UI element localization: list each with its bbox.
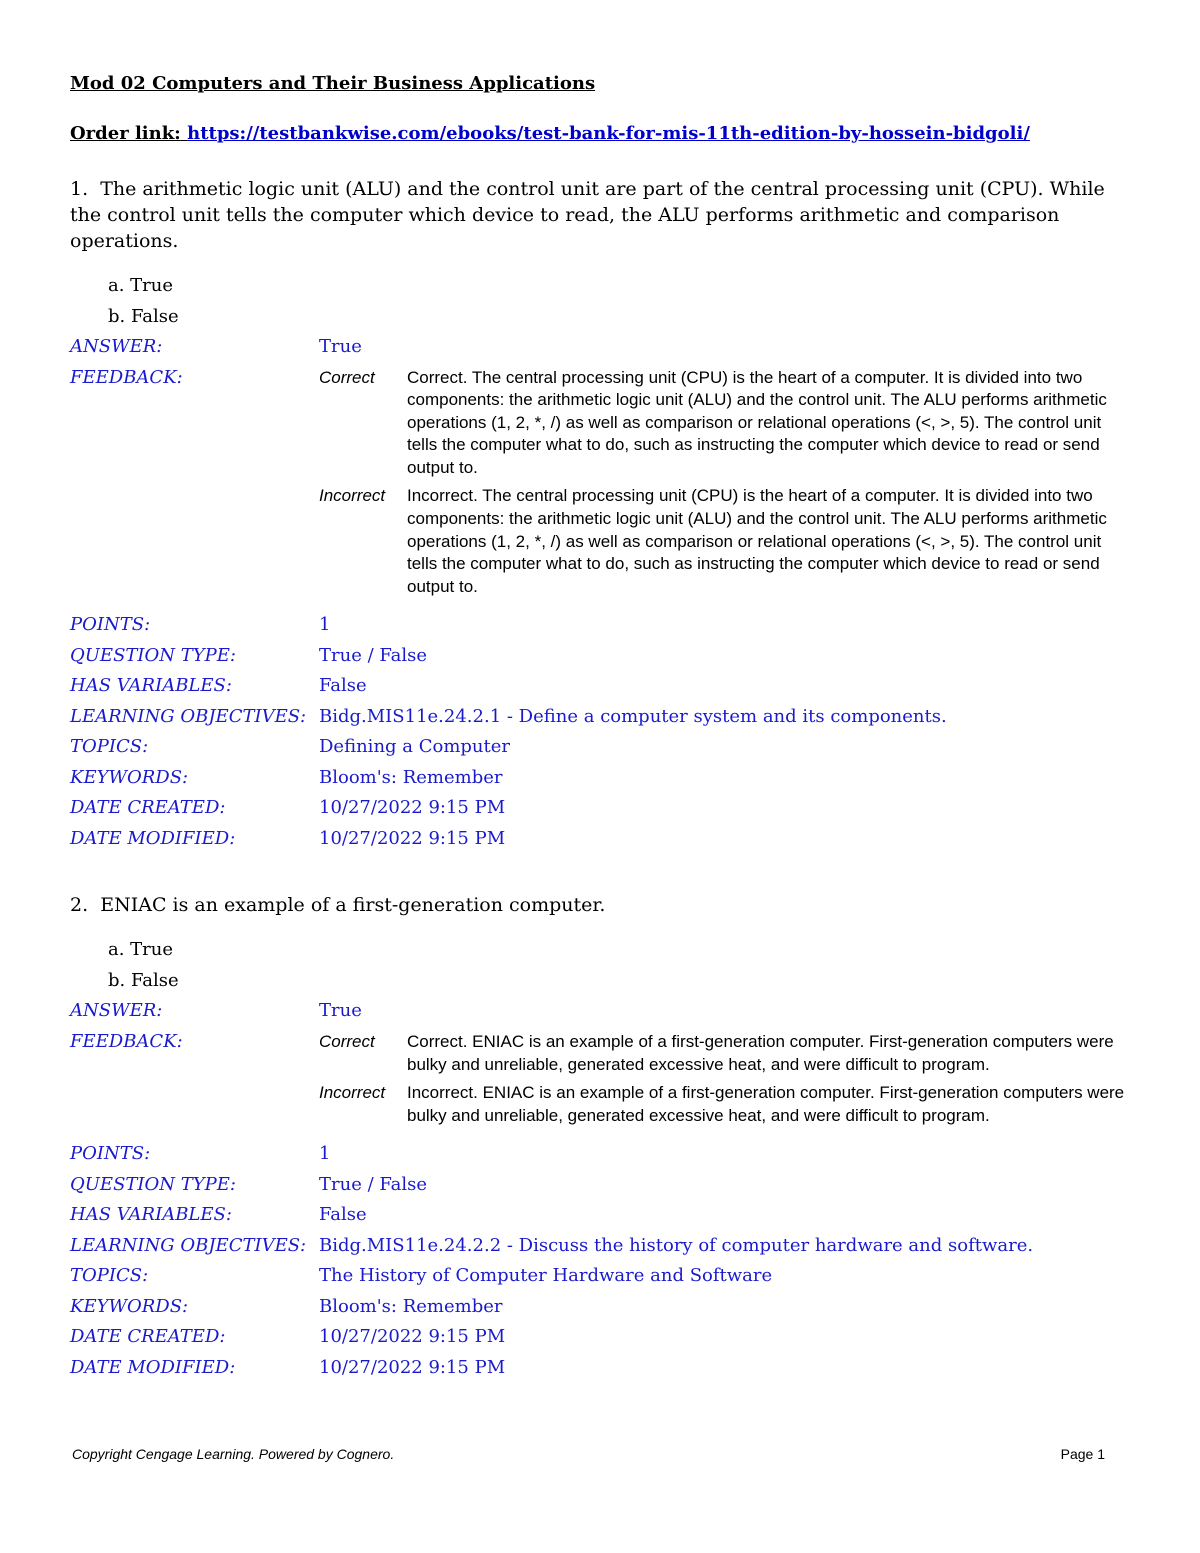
question-number: 2. bbox=[70, 894, 89, 917]
choice-item: a. True bbox=[108, 939, 174, 961]
question-block bbox=[70, 892, 1130, 1383]
date-modified-value: 10/27/2022 9:15 PM bbox=[319, 827, 506, 849]
has-variables-value: False bbox=[319, 675, 367, 697]
answer-value: True bbox=[319, 1000, 362, 1022]
keywords-value: Bloom's: Remember bbox=[319, 766, 503, 788]
feedback-text: Correct. The central processing unit (CPU) is the heart of a computer. It is divided into two components: the arithmetic logic unit (ALU) and the control unit. The ALU performs arithmetic operations (1, 2, *, /) as well as comparison or relational operations (<, >, 5). The control unit tells the computer what to do, such as instructing the computer which device to read or send output to. bbox=[407, 367, 1107, 477]
date-created-value: 10/27/2022 9:15 PM bbox=[319, 797, 506, 819]
date-created-label: DATE CREATED: bbox=[70, 1326, 226, 1348]
question-type-value: True / False bbox=[319, 1173, 428, 1195]
date-created-label: DATE CREATED: bbox=[70, 797, 226, 819]
keywords-row bbox=[70, 1292, 1130, 1323]
feedback-text: Incorrect. The central processing unit (CPU) is the heart of a computer. It is divided into two components: the arithmetic logic unit (ALU) and the control unit. The ALU performs arithmetic operations (1, 2, *, /) as well as comparison or relational operations (<, >, 5). The control unit tells the computer what to do, such as instructing the computer which device to read or send output to. bbox=[407, 486, 1107, 596]
page-number: Page 1 bbox=[1060, 1446, 1105, 1462]
feedback-block bbox=[319, 1027, 1130, 1139]
learning-objectives-row bbox=[70, 1231, 1130, 1262]
copyright-text: Copyright Cengage Learning. Powered by Cognero. bbox=[72, 1446, 395, 1462]
feedback-row bbox=[70, 1027, 1130, 1139]
question-text bbox=[70, 892, 1130, 918]
points-row bbox=[70, 610, 1130, 641]
learning-objectives-value: Bidg.MIS11e.24.2.1 - Define a computer system and its components. bbox=[319, 705, 947, 727]
feedback-label: FEEDBACK: bbox=[70, 366, 183, 388]
learning-objectives-label: LEARNING OBJECTIVES: bbox=[70, 705, 307, 727]
keywords-row bbox=[70, 763, 1130, 794]
feedback-row bbox=[70, 363, 1130, 611]
learning-objectives-label: LEARNING OBJECTIVES: bbox=[70, 1234, 307, 1256]
choice-item: b. False bbox=[108, 970, 179, 992]
keywords-value: Bloom's: Remember bbox=[319, 1295, 503, 1317]
document-page bbox=[70, 72, 1130, 1383]
feedback-text: Correct. ENIAC is an example of a first-generation computer. First-generation computers were bulky and unreliable, generated excessive heat, and were difficult to program. bbox=[407, 1031, 1114, 1074]
question-block bbox=[70, 176, 1130, 854]
choice-item: b. False bbox=[108, 306, 179, 327]
answer-row bbox=[70, 996, 1130, 1027]
topics-row bbox=[70, 1261, 1130, 1292]
feedback-kind: Incorrect bbox=[319, 486, 386, 506]
answer-value: True bbox=[319, 336, 362, 357]
question-type-label: QUESTION TYPE: bbox=[70, 644, 236, 666]
date-modified-row bbox=[70, 1353, 1130, 1384]
choice-list bbox=[108, 270, 1130, 332]
feedback-correct bbox=[319, 1031, 1130, 1076]
topics-value: Defining a Computer bbox=[319, 736, 511, 758]
learning-objectives-row bbox=[70, 702, 1130, 733]
order-link-label: Order link: bbox=[70, 123, 181, 144]
question-type-label: QUESTION TYPE: bbox=[70, 1173, 236, 1195]
feedback-correct bbox=[319, 367, 1130, 480]
feedback-text: Incorrect. ENIAC is an example of a first-generation computer. First-generation computers were bulky and unreliable, generated excessive heat, and were difficult to program. bbox=[407, 1083, 1125, 1125]
answer-row bbox=[70, 332, 1130, 363]
date-modified-row bbox=[70, 824, 1130, 855]
topics-label: TOPICS: bbox=[70, 1265, 149, 1287]
date-modified-value: 10/27/2022 9:15 PM bbox=[319, 1356, 506, 1378]
feedback-kind: Correct bbox=[319, 1031, 375, 1051]
topics-value: The History of Computer Hardware and Software bbox=[319, 1265, 773, 1287]
feedback-label: FEEDBACK: bbox=[70, 1030, 183, 1052]
points-label: POINTS: bbox=[70, 1143, 151, 1165]
has-variables-row bbox=[70, 671, 1130, 702]
points-label: POINTS: bbox=[70, 614, 151, 636]
date-created-row bbox=[70, 793, 1130, 824]
has-variables-value: False bbox=[319, 1204, 367, 1226]
answer-label: ANSWER: bbox=[70, 336, 163, 357]
question-stem: ENIAC is an example of a first-generation computer. bbox=[100, 894, 606, 917]
points-value: 1 bbox=[319, 1143, 331, 1165]
order-link-line bbox=[70, 122, 1130, 146]
question-type-row bbox=[70, 641, 1130, 672]
keywords-label: KEYWORDS: bbox=[70, 1295, 189, 1317]
answer-label: ANSWER: bbox=[70, 1000, 163, 1022]
points-value: 1 bbox=[319, 614, 331, 636]
feedback-kind: Correct bbox=[319, 367, 375, 387]
feedback-incorrect bbox=[319, 1082, 1130, 1127]
topics-label: TOPICS: bbox=[70, 736, 149, 758]
date-created-value: 10/27/2022 9:15 PM bbox=[319, 1326, 506, 1348]
question-text bbox=[70, 176, 1130, 254]
date-modified-label: DATE MODIFIED: bbox=[70, 827, 236, 849]
has-variables-label: HAS VARIABLES: bbox=[70, 1204, 232, 1226]
date-created-row bbox=[70, 1322, 1130, 1353]
question-type-row bbox=[70, 1170, 1130, 1201]
feedback-kind: Incorrect bbox=[319, 1083, 386, 1103]
choice-list bbox=[108, 934, 1130, 996]
feedback-block bbox=[319, 363, 1130, 611]
question-stem: The arithmetic logic unit (ALU) and the control unit are part of the central processing unit (CPU). While the control unit tells the computer which device to read, the ALU performs arithmetic and comparison operations. bbox=[70, 178, 1105, 252]
order-link[interactable]: https://testbankwise.com/ebooks/test-bank-for-mis-11th-edition-by-hossein-bidgoli/ bbox=[187, 123, 1030, 144]
has-variables-row bbox=[70, 1200, 1130, 1231]
points-row bbox=[70, 1139, 1130, 1170]
topics-row bbox=[70, 732, 1130, 763]
keywords-label: KEYWORDS: bbox=[70, 766, 189, 788]
question-type-value: True / False bbox=[319, 644, 428, 666]
page-title: Mod 02 Computers and Their Business Applications bbox=[70, 73, 596, 94]
learning-objectives-value: Bidg.MIS11e.24.2.2 - Discuss the history of computer hardware and software. bbox=[319, 1234, 1034, 1256]
has-variables-label: HAS VARIABLES: bbox=[70, 675, 232, 697]
feedback-incorrect bbox=[319, 485, 1130, 598]
date-modified-label: DATE MODIFIED: bbox=[70, 1356, 236, 1378]
choice-item: a. True bbox=[108, 275, 174, 296]
question-number: 1. bbox=[70, 178, 89, 200]
page-footer bbox=[72, 1446, 1105, 1462]
